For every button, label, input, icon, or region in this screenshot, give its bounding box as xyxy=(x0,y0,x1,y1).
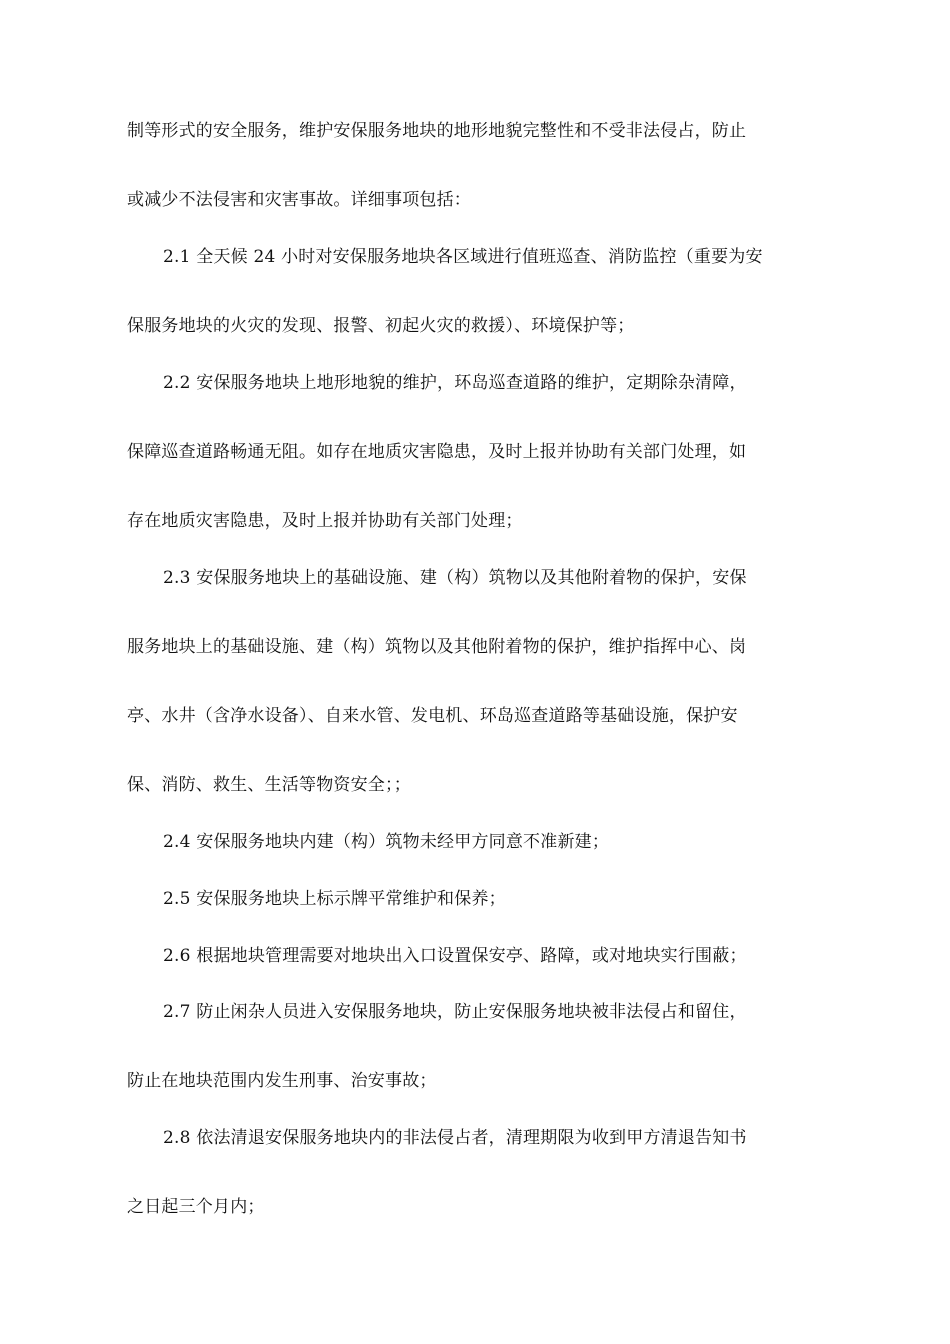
text-line-13: 2.5 安保服务地块上标示牌平常维护和保养； xyxy=(163,889,506,909)
text-line-1: 制等形式的安全服务，维护安保服务地块的地形地貌完整性和不受非法侵占，防止 xyxy=(127,121,747,141)
text-line-17: 2.8 依法清退安保服务地块内的非法侵占者，清理期限为收到甲方清退告知书 xyxy=(163,1128,747,1148)
text-line-2: 或减少不法侵害和灾害事故。详细事项包括： xyxy=(127,190,471,210)
text-line-3: 2.1 全天候 24 小时对安保服务地块各区域进行值班巡查、消防监控（重要为安 xyxy=(163,247,763,267)
text-line-8: 2.3 安保服务地块上的基础设施、建（构）筑物以及其他附着物的保护，安保 xyxy=(163,568,747,588)
text-line-6: 保障巡查道路畅通无阻。如存在地质灾害隐患，及时上报并协助有关部门处理，如 xyxy=(127,442,747,462)
text-line-18: 之日起三个月内； xyxy=(127,1197,265,1217)
text-line-16: 防止在地块范围内发生刑事、治安事故； xyxy=(127,1071,437,1091)
text-line-9: 服务地块上的基础设施、建（构）筑物以及其他附着物的保护，维护指挥中心、岗 xyxy=(127,637,747,657)
text-line-10: 亭、水井（含净水设备）、自来水管、发电机、环岛巡查道路等基础设施，保护安 xyxy=(127,706,738,726)
text-line-11: 保、消防、救生、生活等物资安全；； xyxy=(127,775,411,795)
text-line-14: 2.6 根据地块管理需要对地块出入口设置保安亭、路障，或对地块实行围蔽； xyxy=(163,946,747,966)
text-line-12: 2.4 安保服务地块内建（构）筑物未经甲方同意不准新建； xyxy=(163,832,610,852)
text-line-5: 2.2 安保服务地块上地形地貌的维护，环岛巡查道路的维护，定期除杂清障， xyxy=(163,373,747,393)
text-line-7: 存在地质灾害隐患，及时上报并协助有关部门处理； xyxy=(127,511,523,531)
text-line-15: 2.7 防止闲杂人员进入安保服务地块，防止安保服务地块被非法侵占和留住， xyxy=(163,1002,747,1022)
text-line-4: 保服务地块的火灾的发现、报警、初起火灾的救援）、环境保护等； xyxy=(127,316,635,336)
